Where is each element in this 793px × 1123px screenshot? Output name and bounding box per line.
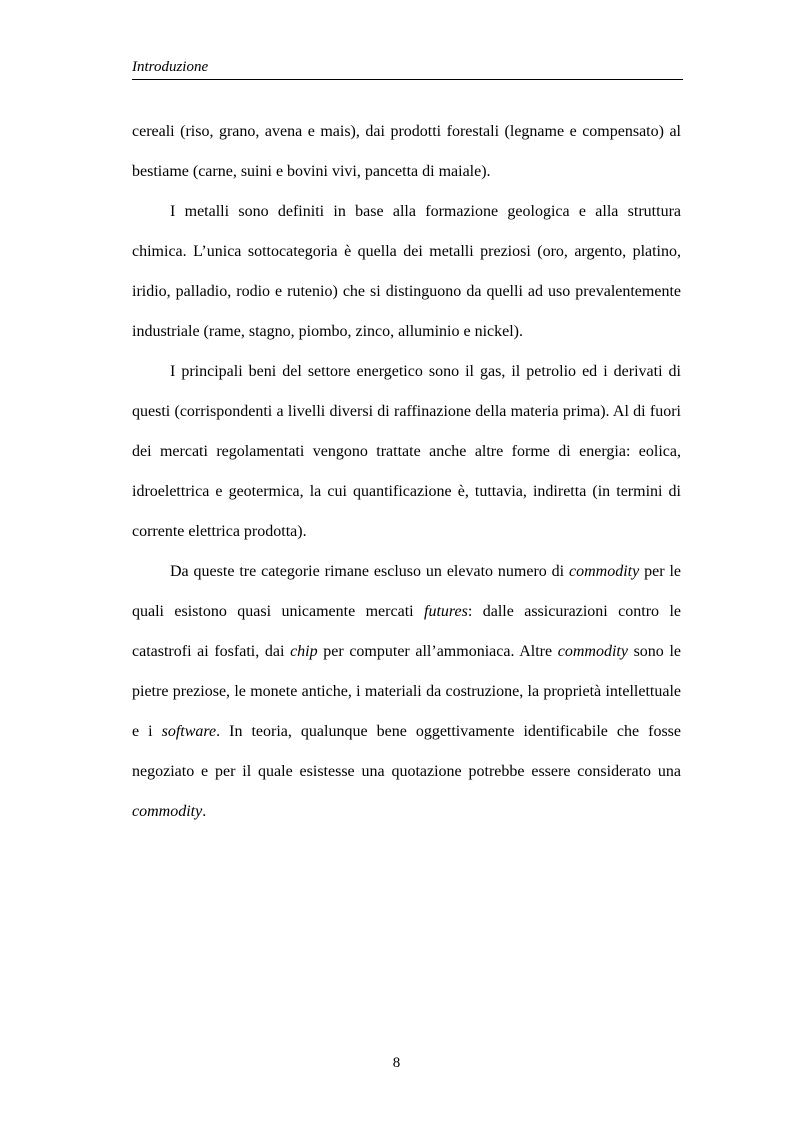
italic-term: futures (424, 603, 468, 620)
italic-term: commodity (132, 803, 203, 820)
italic-term: commodity (557, 643, 628, 660)
italic-term: software (161, 723, 217, 740)
text-run: : dalle assicurazioni contro le catastrofi ai fosfati, dai (132, 603, 682, 660)
running-header-title: Introduzione (132, 59, 209, 75)
text-run: cereali (riso, grano, avena e mais), dai prodotti forestali (legname e compensato) al bestiame (carne, suini e bovini vivi, pancetta di maiale). (132, 123, 681, 180)
paragraph-cereali (132, 112, 681, 192)
text-run: . In teoria, qualunque bene oggettivamente identificabile che fosse negoziato e per il quale esistesse una quotazione potrebbe essere considerato una (132, 723, 682, 780)
italic-term: chip (290, 643, 318, 660)
paragraph-energetico (132, 352, 681, 552)
paragraph-metalli (132, 192, 681, 352)
text-run: I principali beni del settore energetico sono il gas, il petrolio ed i derivati di questi (corrispondenti a livelli diversi di raffinazione della materia prima). Al di fuori dei mercati regolamentati vengono trattate anche altre forme di energia: eolica, idroelettrica e geotermica, la cui quantificazione è, tuttavia, indiretta (in termini di corrente elettrica prodotta). (132, 363, 681, 540)
body-text (132, 112, 681, 832)
header-rule (132, 79, 683, 80)
text-run: I metalli sono definiti in base alla formazione geologica e alla struttura chimica. L’unica sottocategoria è quella dei metalli preziosi (oro, argento, platino, iridio, palladio, rodio e rutenio) che si distinguono da quelli ad uso prevalentemente industriale (rame, stagno, piombo, zinco, alluminio e nickel). (132, 203, 681, 340)
italic-term: commodity (569, 563, 640, 580)
paragraph-altre-commodity (132, 552, 681, 832)
page-number: 8 (392, 1055, 401, 1071)
text-run: per computer all’ammoniaca. Altre (317, 643, 558, 660)
text-run: per le quali esistono quasi unicamente mercati (132, 563, 681, 620)
text-run: Da queste tre categorie rimane escluso un elevato numero di (170, 563, 570, 580)
text-run: . (202, 803, 207, 820)
text-run: sono le pietre preziose, le monete antiche, i materiali da costruzione, la proprietà intellettuale e i (132, 643, 681, 740)
